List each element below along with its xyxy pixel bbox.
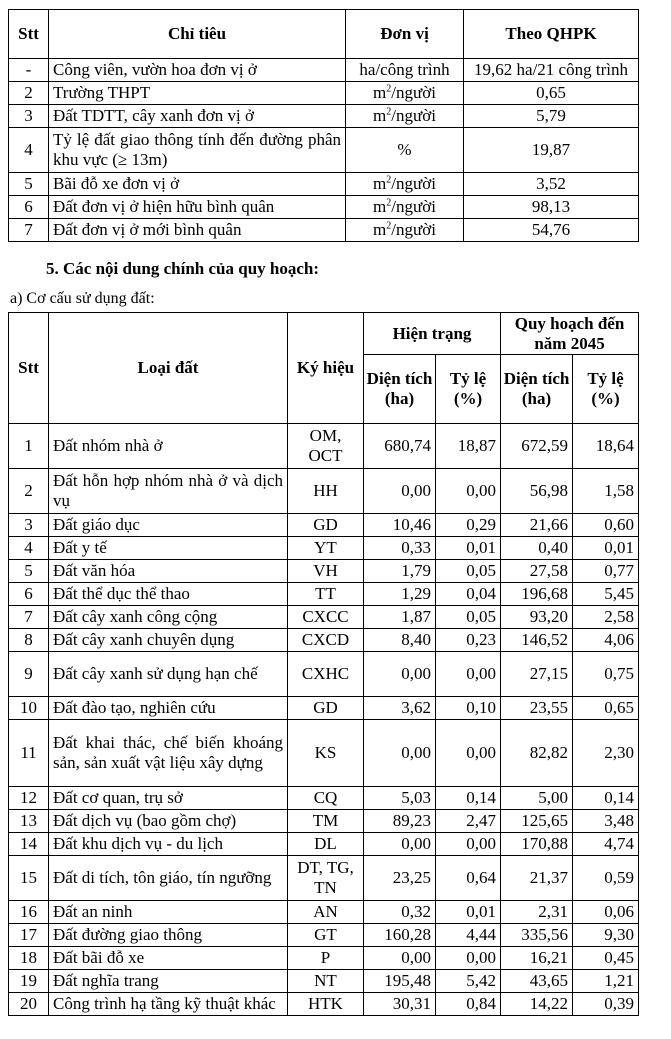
row-stt: 8 (9, 629, 49, 652)
table-row (9, 901, 639, 924)
row-current-ratio: 0,29 (436, 514, 501, 537)
header-land-type: Loại đất (49, 313, 288, 424)
row-stt: 7 (9, 606, 49, 629)
header-indicator: Chỉ tiêu (49, 10, 346, 59)
row-code: HTK (288, 993, 364, 1016)
row-land-type: Đất khai thác, chế biến khoáng sản, sản xuất vật liệu xây dựng (49, 720, 288, 787)
row-plan-area: 125,65 (501, 810, 573, 833)
row-current-ratio: 0,00 (436, 833, 501, 856)
row-stt: 19 (9, 970, 49, 993)
row-indicator: Bãi đỗ xe đơn vị ở (49, 173, 346, 196)
row-current-ratio: 0,01 (436, 901, 501, 924)
row-current-ratio: 0,14 (436, 787, 501, 810)
table-row (9, 82, 639, 105)
row-unit: $m^2$/người (346, 173, 464, 196)
table-row (9, 787, 639, 810)
row-current-ratio: 0,00 (436, 947, 501, 970)
row-unit: $m^2$/người (346, 105, 464, 128)
table-row (9, 537, 639, 560)
row-plan-ratio: 5,45 (573, 583, 639, 606)
row-current-ratio: 0,84 (436, 993, 501, 1016)
indicators-body (9, 59, 639, 242)
row-code: GD (288, 514, 364, 537)
header-qhpk: Theo QHPK (464, 10, 639, 59)
row-plan-area: 196,68 (501, 583, 573, 606)
row-current-ratio: 0,00 (436, 720, 501, 787)
row-plan-ratio: 0,65 (573, 697, 639, 720)
row-code: OM, OCT (288, 424, 364, 469)
row-current-ratio: 0,10 (436, 697, 501, 720)
row-current-ratio: 0,04 (436, 583, 501, 606)
row-stt: 15 (9, 856, 49, 901)
row-stt: 16 (9, 901, 49, 924)
row-code: CXCD (288, 629, 364, 652)
header-unit: Đơn vị (346, 10, 464, 59)
header-stt: Stt (9, 313, 49, 424)
row-code: TT (288, 583, 364, 606)
row-value: 0,65 (464, 82, 639, 105)
row-plan-area: 93,20 (501, 606, 573, 629)
row-stt: - (9, 59, 49, 82)
row-indicator: Đất đơn vị ở mới bình quân (49, 219, 346, 242)
row-stt: 1 (9, 424, 49, 469)
row-indicator: Đất TDTT, cây xanh đơn vị ở (49, 105, 346, 128)
row-land-type: Đất đường giao thông (49, 924, 288, 947)
row-plan-ratio: 0,45 (573, 947, 639, 970)
table-row (9, 833, 639, 856)
row-current-ratio: 0,00 (436, 469, 501, 514)
table-row (9, 970, 639, 993)
row-plan-ratio: 18,64 (573, 424, 639, 469)
row-value: 19,87 (464, 128, 639, 173)
header-plan-area: Diện tích (ha) (501, 355, 573, 424)
header-current-area: Diện tích (ha) (364, 355, 436, 424)
row-indicator: Công viên, vườn hoa đơn vị ở (49, 59, 346, 82)
table-row (9, 469, 639, 514)
row-land-type: Đất cơ quan, trụ sở (49, 787, 288, 810)
row-current-area: 5,03 (364, 787, 436, 810)
row-plan-area: 5,00 (501, 787, 573, 810)
row-plan-area: 2,31 (501, 901, 573, 924)
row-code: DL (288, 833, 364, 856)
row-current-ratio: 0,23 (436, 629, 501, 652)
indicators-header-row (9, 10, 639, 59)
row-stt: 11 (9, 720, 49, 787)
row-current-ratio: 4,44 (436, 924, 501, 947)
row-plan-ratio: 2,30 (573, 720, 639, 787)
row-current-ratio: 18,87 (436, 424, 501, 469)
row-land-type: Đất đào tạo, nghiên cứu (49, 697, 288, 720)
row-land-type: Đất bãi đỗ xe (49, 947, 288, 970)
section-heading: 5. Các nội dung chính của quy hoạch: (46, 259, 320, 278)
row-land-type: Đất giáo dục (49, 514, 288, 537)
row-plan-ratio: 4,06 (573, 629, 639, 652)
row-plan-area: 170,88 (501, 833, 573, 856)
row-plan-area: 23,55 (501, 697, 573, 720)
row-stt: 9 (9, 652, 49, 697)
table-row (9, 196, 639, 219)
row-plan-ratio: 9,30 (573, 924, 639, 947)
row-code: CXCC (288, 606, 364, 629)
header-current: Hiện trạng (364, 313, 501, 355)
sub-heading: a) Cơ cấu sử dụng đất: (10, 290, 155, 307)
row-current-area: 8,40 (364, 629, 436, 652)
table-row (9, 560, 639, 583)
row-stt: 17 (9, 924, 49, 947)
row-plan-area: 16,21 (501, 947, 573, 970)
table-row (9, 173, 639, 196)
row-stt: 13 (9, 810, 49, 833)
table-row (9, 720, 639, 787)
row-current-ratio: 0,00 (436, 652, 501, 697)
row-plan-area: 43,65 (501, 970, 573, 993)
row-plan-ratio: 1,58 (573, 469, 639, 514)
row-current-ratio: 0,05 (436, 606, 501, 629)
row-unit: $m^2$/người (346, 82, 464, 105)
row-current-area: 10,46 (364, 514, 436, 537)
header-plan-2045: Quy hoạch đến năm 2045 (501, 313, 639, 355)
row-code: GD (288, 697, 364, 720)
row-land-type: Đất cây xanh công cộng (49, 606, 288, 629)
row-land-type: Đất hỗn hợp nhóm nhà ở và dịch vụ (49, 469, 288, 514)
row-stt: 3 (9, 514, 49, 537)
row-unit: $m^2$/người (346, 219, 464, 242)
row-plan-area: 27,58 (501, 560, 573, 583)
row-plan-area: 21,37 (501, 856, 573, 901)
row-current-area: 0,00 (364, 469, 436, 514)
land-use-header-row-1 (9, 313, 639, 355)
row-plan-ratio: 0,39 (573, 993, 639, 1016)
row-land-type: Đất dịch vụ (bao gồm chợ) (49, 810, 288, 833)
table-row (9, 924, 639, 947)
row-value: 54,76 (464, 219, 639, 242)
row-plan-area: 82,82 (501, 720, 573, 787)
table-row (9, 219, 639, 242)
row-code: TM (288, 810, 364, 833)
row-current-ratio: 2,47 (436, 810, 501, 833)
row-stt: 7 (9, 219, 49, 242)
table-row (9, 128, 639, 173)
row-current-ratio: 5,42 (436, 970, 501, 993)
row-land-type: Đất di tích, tôn giáo, tín ngưỡng (49, 856, 288, 901)
row-current-area: 0,00 (364, 833, 436, 856)
row-plan-ratio: 0,01 (573, 537, 639, 560)
header-code: Ký hiệu (288, 313, 364, 424)
row-stt: 18 (9, 947, 49, 970)
table-row (9, 947, 639, 970)
table-row (9, 652, 639, 697)
header-plan-ratio: Tỷ lệ (%) (573, 355, 639, 424)
row-unit: ha/công trình (346, 59, 464, 82)
row-code: KS (288, 720, 364, 787)
row-current-area: 160,28 (364, 924, 436, 947)
row-current-area: 0,32 (364, 901, 436, 924)
table-row (9, 697, 639, 720)
row-current-ratio: 0,01 (436, 537, 501, 560)
row-plan-area: 335,56 (501, 924, 573, 947)
row-current-area: 89,23 (364, 810, 436, 833)
row-current-area: 3,62 (364, 697, 436, 720)
row-plan-ratio: 0,75 (573, 652, 639, 697)
row-land-type: Đất an ninh (49, 901, 288, 924)
row-land-type: Đất cây xanh sử dụng hạn chế (49, 652, 288, 697)
row-stt: 10 (9, 697, 49, 720)
row-land-type: Đất nghĩa trang (49, 970, 288, 993)
row-current-area: 1,87 (364, 606, 436, 629)
row-value: 5,79 (464, 105, 639, 128)
row-plan-ratio: 1,21 (573, 970, 639, 993)
row-land-type: Đất thể dục thể thao (49, 583, 288, 606)
row-stt: 2 (9, 469, 49, 514)
row-indicator: Đất đơn vị ở hiện hữu bình quân (49, 196, 346, 219)
row-land-type: Đất y tế (49, 537, 288, 560)
row-code: P (288, 947, 364, 970)
table-row (9, 424, 639, 469)
row-code: GT (288, 924, 364, 947)
table-row (9, 105, 639, 128)
row-plan-area: 146,52 (501, 629, 573, 652)
row-code: VH (288, 560, 364, 583)
table-row (9, 514, 639, 537)
row-code: YT (288, 537, 364, 560)
row-code: CQ (288, 787, 364, 810)
row-value: 98,13 (464, 196, 639, 219)
row-stt: 6 (9, 196, 49, 219)
row-stt: 12 (9, 787, 49, 810)
row-current-area: 1,79 (364, 560, 436, 583)
row-plan-area: 0,40 (501, 537, 573, 560)
row-plan-area: 672,59 (501, 424, 573, 469)
row-land-type: Đất cây xanh chuyên dụng (49, 629, 288, 652)
row-stt: 20 (9, 993, 49, 1016)
row-unit: % (346, 128, 464, 173)
row-value: 19,62 ha/21 công trình (464, 59, 639, 82)
row-plan-area: 27,15 (501, 652, 573, 697)
row-land-type: Đất văn hóa (49, 560, 288, 583)
row-plan-area: 21,66 (501, 514, 573, 537)
row-land-type: Công trình hạ tầng kỹ thuật khác (49, 993, 288, 1016)
row-stt: 5 (9, 560, 49, 583)
row-current-area: 680,74 (364, 424, 436, 469)
row-plan-ratio: 4,74 (573, 833, 639, 856)
row-value: 3,52 (464, 173, 639, 196)
table-row (9, 606, 639, 629)
row-current-area: 30,31 (364, 993, 436, 1016)
row-stt: 4 (9, 537, 49, 560)
row-current-ratio: 0,64 (436, 856, 501, 901)
table-row (9, 993, 639, 1016)
row-current-area: 0,00 (364, 652, 436, 697)
row-code: CXHC (288, 652, 364, 697)
row-plan-ratio: 2,58 (573, 606, 639, 629)
row-land-type: Đất khu dịch vụ - du lịch (49, 833, 288, 856)
row-plan-ratio: 0,59 (573, 856, 639, 901)
row-code: NT (288, 970, 364, 993)
row-plan-ratio: 3,48 (573, 810, 639, 833)
row-current-area: 1,29 (364, 583, 436, 606)
row-current-area: 0,33 (364, 537, 436, 560)
row-plan-ratio: 0,14 (573, 787, 639, 810)
indicators-table (8, 9, 639, 242)
row-stt: 2 (9, 82, 49, 105)
row-current-area: 195,48 (364, 970, 436, 993)
row-stt: 6 (9, 583, 49, 606)
table-row (9, 810, 639, 833)
row-current-ratio: 0,05 (436, 560, 501, 583)
table-row (9, 629, 639, 652)
row-indicator: Trường THPT (49, 82, 346, 105)
row-stt: 14 (9, 833, 49, 856)
row-plan-ratio: 0,06 (573, 901, 639, 924)
row-indicator: Tỷ lệ đất giao thông tính đến đường phân khu vực (≥ 13m) (49, 128, 346, 173)
table-row (9, 59, 639, 82)
table-row (9, 583, 639, 606)
row-current-area: 0,00 (364, 947, 436, 970)
row-land-type: Đất nhóm nhà ở (49, 424, 288, 469)
table-row (9, 856, 639, 901)
land-use-table (8, 312, 639, 1016)
row-plan-area: 14,22 (501, 993, 573, 1016)
row-plan-area: 56,98 (501, 469, 573, 514)
row-stt: 5 (9, 173, 49, 196)
row-plan-ratio: 0,60 (573, 514, 639, 537)
row-plan-ratio: 0,77 (573, 560, 639, 583)
row-code: AN (288, 901, 364, 924)
header-stt: Stt (9, 10, 49, 59)
row-code: HH (288, 469, 364, 514)
header-current-ratio: Tỷ lệ (%) (436, 355, 501, 424)
row-current-area: 0,00 (364, 720, 436, 787)
row-current-area: 23,25 (364, 856, 436, 901)
row-stt: 3 (9, 105, 49, 128)
row-stt: 4 (9, 128, 49, 173)
land-use-body (9, 424, 639, 1016)
row-code: DT, TG, TN (288, 856, 364, 901)
row-unit: $m^2$/người (346, 196, 464, 219)
